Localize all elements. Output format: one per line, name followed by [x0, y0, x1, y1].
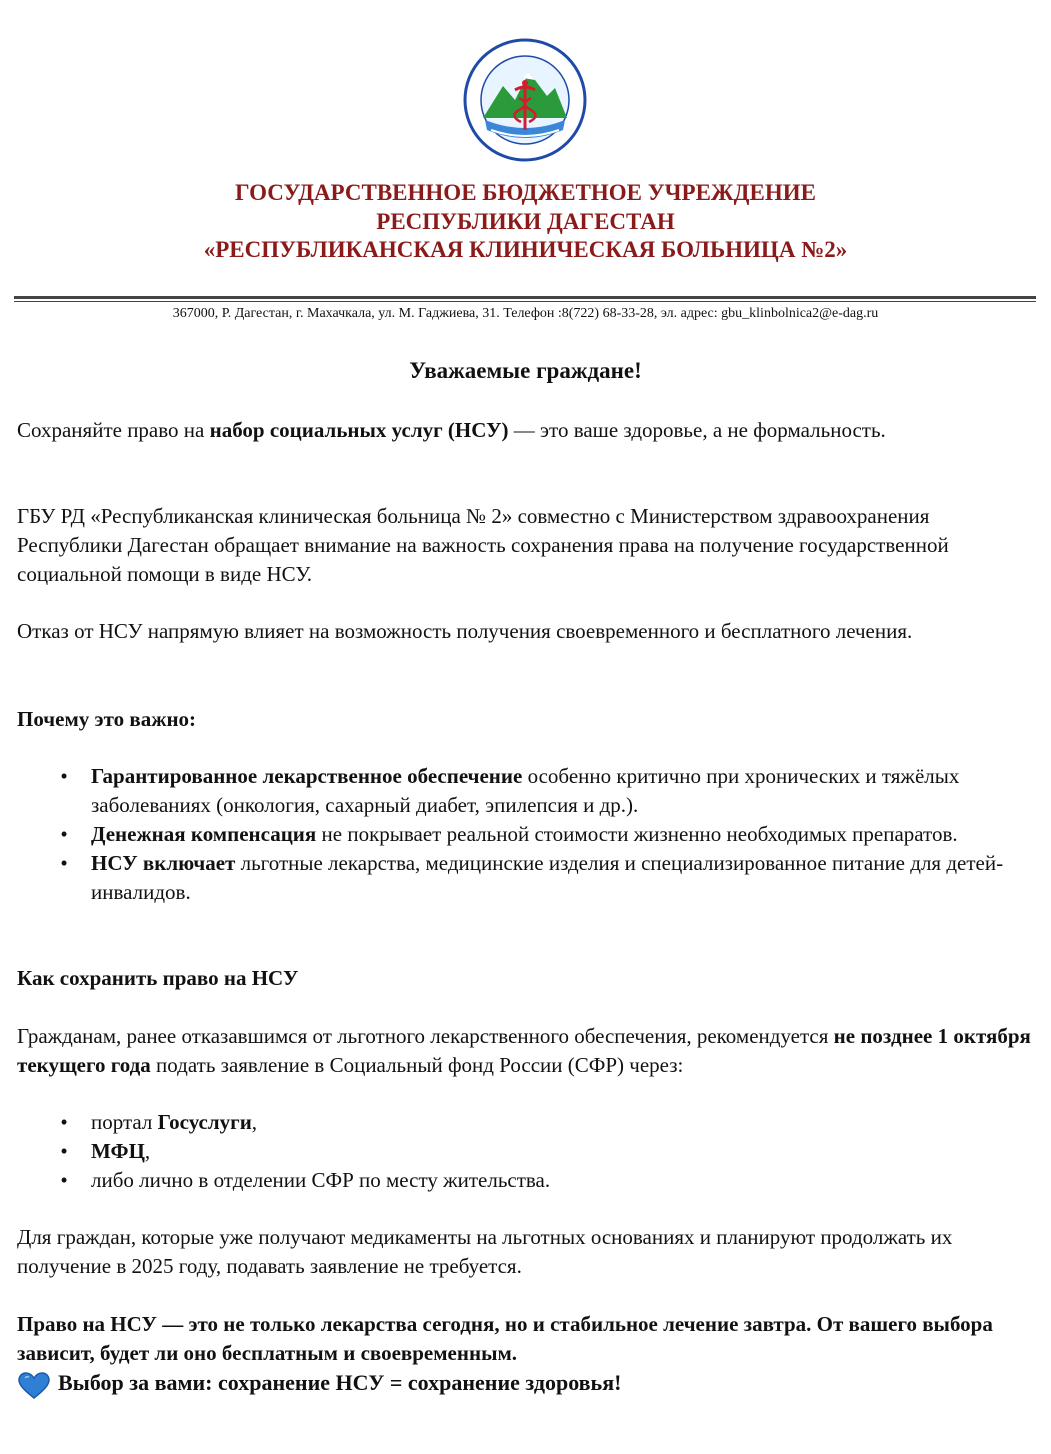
why-list — [17, 762, 1037, 907]
intro-paragraph — [17, 416, 1037, 445]
channel-suffix: , — [144, 1139, 151, 1163]
channel-item — [17, 1166, 1037, 1195]
how-prefix: Гражданам, ранее отказавшимся от льготного лекарственного обеспечения, рекомендуется — [17, 1024, 834, 1048]
greeting-heading: Уважаемые граждане! — [409, 358, 642, 383]
bullet-icon: • — [60, 822, 68, 846]
why-item-text: особенно критично при хронических и тяжёлых заболеваниях (онкология, сахарный диабет, эпилепсия и др.). — [91, 764, 960, 817]
hospital-logo-icon — [463, 38, 587, 162]
header-divider-thin — [14, 301, 1036, 302]
channel-prefix: либо лично в отделении СФР по месту жительства. — [91, 1168, 551, 1192]
channel-prefix: портал — [91, 1110, 158, 1134]
how-heading: Как сохранить право на НСУ — [17, 966, 299, 990]
intro-bold: набор социальных услуг (НСУ) — [209, 418, 509, 442]
paragraph-ministry: ГБУ РД «Республиканская клиническая больница № 2» совместно с Министерством здравоохранения Республики Дагестан обращает внимание на важность сохранения права на получение государственной социальной помощи в виде НСУ. — [17, 504, 949, 586]
why-heading: Почему это важно: — [17, 707, 197, 731]
address-line: 367000, Р. Дагестан, г. Махачкала, ул. М. Гаджиева, 31. Телефон :8(722) 68-33-28, эл. адрес: gbu_klinbolnica2@e-dag.ru — [172, 306, 879, 321]
why-list-item — [17, 762, 1037, 820]
channel-item — [17, 1137, 1037, 1166]
why-item-bold: НСУ включает — [91, 851, 236, 875]
channel-bold: Госуслуги — [157, 1110, 252, 1134]
intro-prefix: Сохраняйте право на — [17, 418, 210, 442]
why-item-text: не покрывает реальной стоимости жизненно необходимых препаратов. — [316, 822, 958, 846]
bullet-icon: • — [60, 1168, 68, 1192]
channel-suffix: , — [251, 1110, 258, 1134]
bullet-icon: • — [60, 1110, 68, 1134]
why-list-item — [17, 820, 1037, 849]
bullet-icon: • — [60, 1139, 68, 1163]
org-title-line-1: ГОСУДАРСТВЕННОЕ БЮДЖЕТНОЕ УЧРЕЖДЕНИЕ — [235, 180, 816, 205]
paragraph-existing-recipients: Для граждан, которые уже получают медикаменты на льготных основаниях и планируют продолжать их получение в 2025 году, подавать заявление не требуется. — [17, 1225, 953, 1278]
why-list-item — [17, 849, 1037, 907]
why-item-bold: Денежная компенсация — [91, 822, 317, 846]
channel-item — [17, 1108, 1037, 1137]
blue-heart-icon — [18, 1372, 50, 1400]
org-title-line-3: «РЕСПУБЛИКАНСКАЯ КЛИНИЧЕСКАЯ БОЛЬНИЦА №2» — [203, 237, 848, 262]
channels-list — [17, 1108, 1037, 1195]
how-suffix: подать заявление в Социальный фонд России (СФР) через: — [150, 1053, 684, 1077]
why-item-text: льготные лекарства, медицинские изделия и специализированное питание для детей-инвалидов. — [91, 851, 1004, 904]
how-paragraph — [17, 1022, 1037, 1080]
bullet-icon: • — [60, 851, 68, 875]
paragraph-refusal: Отказ от НСУ напрямую влияет на возможность получения своевременного и бесплатного лечения. — [17, 619, 913, 643]
how-deadline: не позднее 1 октября текущего года — [17, 1024, 1031, 1077]
intro-suffix: — это ваше здоровье, а не формальность. — [508, 418, 886, 442]
header-divider-thick — [14, 296, 1036, 299]
bullet-icon: • — [60, 764, 68, 788]
final-slogan: Выбор за вами: сохранение НСУ = сохранение здоровья! — [58, 1370, 622, 1395]
why-item-bold: Гарантированное лекарственное обеспечение — [91, 764, 523, 788]
conclusion-paragraph: Право на НСУ — это не только лекарства сегодня, но и стабильное лечение завтра. От вашего выбора зависит, будет ли оно бесплатным и своевременным. — [17, 1312, 993, 1365]
channel-bold: МФЦ — [91, 1139, 145, 1163]
org-title-line-2: РЕСПУБЛИКИ ДАГЕСТАН — [376, 209, 675, 234]
